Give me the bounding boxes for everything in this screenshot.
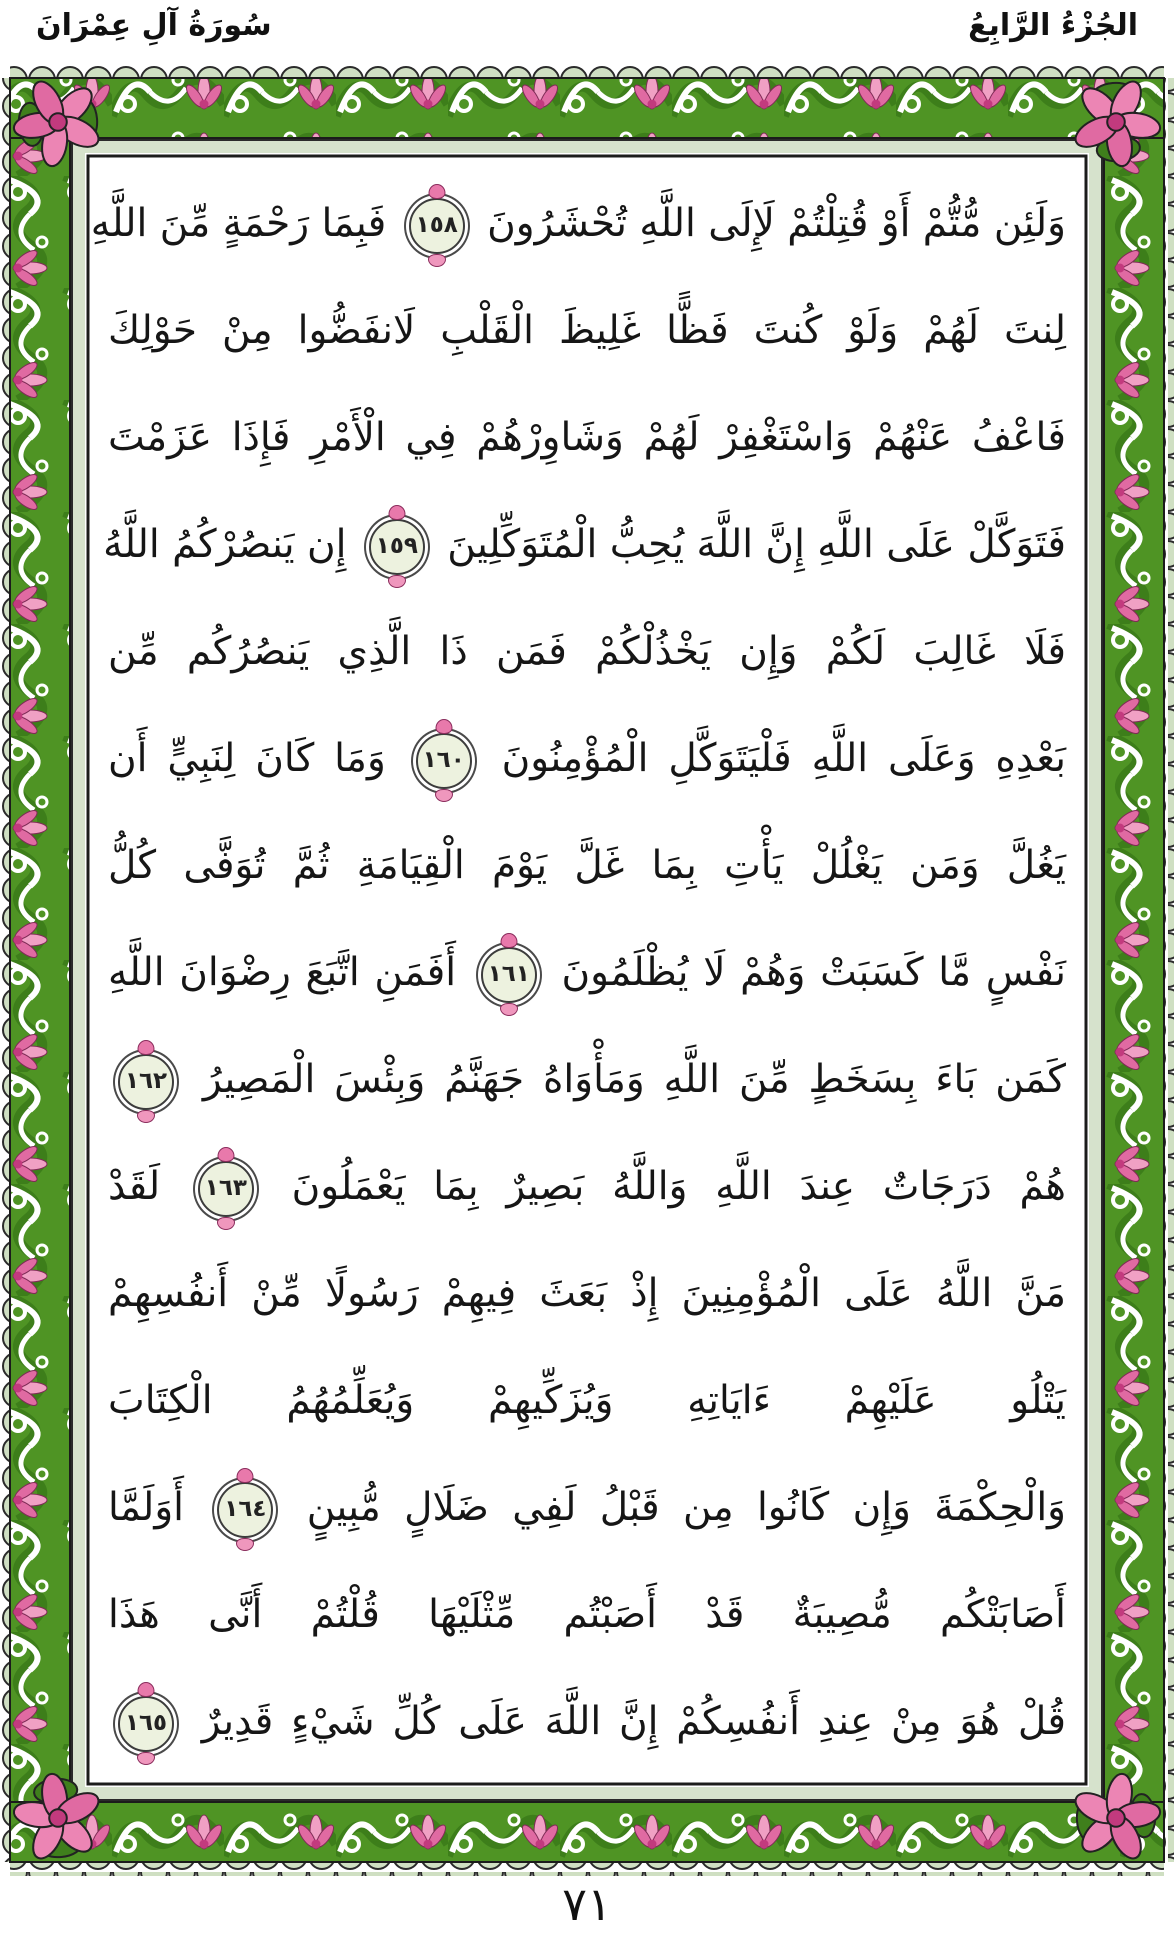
juz-title: الجُزْءُ الرَّابِعُ (968, 8, 1138, 43)
ayah-text: كَمَن بَاءَ بِسَخَطٍ مِّنَ اللَّهِ وَمَأْوَاهُ جَهَنَّمُ وَبِئْسَ الْمَصِيرُ (202, 1057, 1066, 1102)
ayah-text: فَتَوَكَّلْ عَلَى اللَّهِ إِنَّ اللَّهَ يُحِبُّ الْمُتَوَكِّلِينَ (447, 522, 1066, 567)
ayah-text: وَلَئِن مُّتُّمْ أَوْ قُتِلْتُمْ لَإِلَى اللَّهِ تُحْشَرُونَ (487, 201, 1066, 246)
ayah-text: إِن يَنصُرْكُمُ اللَّهُ (103, 522, 347, 567)
quran-line-4 (103, 491, 1066, 598)
ayah-end-marker-158: ١٥٨ (409, 198, 465, 254)
quran-line-13 (108, 1454, 1066, 1561)
quran-line-10 (108, 1133, 1066, 1240)
ayah-end-marker-163: ١٦٣ (198, 1161, 254, 1217)
quran-line-7 (108, 812, 1066, 919)
border-band-bottom (10, 1802, 1164, 1862)
border-band-top (10, 78, 1164, 138)
border-band-left (10, 78, 70, 1862)
ayah-text: يَغُلَّ وَمَن يَغْلُلْ يَأْتِ بِمَا غَلَّ يَوْمَ الْقِيَامَةِ ثُمَّ تُوَفَّى كُلُّ (108, 843, 1066, 888)
quran-line-5 (108, 598, 1066, 705)
quran-text-area (90, 170, 1067, 1778)
quran-line-9 (108, 1026, 1066, 1133)
ayah-text: هُمْ دَرَجَاتٌ عِندَ اللَّهِ وَاللَّهُ بَصِيرٌ بِمَا يَعْمَلُونَ (291, 1164, 1066, 1209)
surah-title: سُورَةُ آلِ عِمْرَانَ (36, 8, 272, 43)
ayah-text: وَمَا كَانَ لِنَبِيٍّ أَن (108, 736, 386, 781)
quran-line-3 (108, 384, 1066, 491)
ayah-end-marker-165: ١٦٥ (118, 1696, 174, 1752)
ayah-end-marker-160: ١٦٠ (416, 733, 472, 789)
ayah-end-marker-162: ١٦٢ (118, 1054, 174, 1110)
quran-line-15 (108, 1668, 1066, 1775)
ayah-end-marker-161: ١٦١ (481, 947, 537, 1003)
ayah-text: أَفَمَنِ اتَّبَعَ رِضْوَانَ اللَّهِ (108, 950, 457, 995)
ayah-text: مَنَّ اللَّهُ عَلَى الْمُؤْمِنِينَ إِذْ بَعَثَ فِيهِمْ رَسُولًا مِّنْ أَنفُسِهِمْ (108, 1271, 1066, 1316)
ayah-text: فَلَا غَالِبَ لَكُمْ وَإِن يَخْذُلْكُمْ فَمَن ذَا الَّذِي يَنصُرُكُم مِّن (108, 629, 1066, 674)
ayah-text: وَالْحِكْمَةَ وَإِن كَانُوا مِن قَبْلُ لَفِي ضَلَالٍ مُّبِينٍ (306, 1485, 1066, 1530)
ayah-text: بَعْدِهِ وَعَلَى اللَّهِ فَلْيَتَوَكَّلِ الْمُؤْمِنُونَ (501, 736, 1067, 781)
ayah-end-marker-164: ١٦٤ (217, 1482, 273, 1538)
ayah-text: فَبِمَا رَحْمَةٍ مِّنَ اللَّهِ (90, 201, 387, 246)
border-band-right (1104, 78, 1164, 1862)
ayah-text: يَتْلُو عَلَيْهِمْ ءَايَاتِهِ وَيُزَكِّيهِمْ وَيُعَلِّمُهُمُ الْكِتَابَ (108, 1378, 1066, 1423)
ayah-text: لَقَدْ (108, 1164, 161, 1209)
quran-line-6 (108, 705, 1066, 812)
ayah-text: فَاعْفُ عَنْهُمْ وَاسْتَغْفِرْ لَهُمْ وَشَاوِرْهُمْ فِي الْأَمْرِ فَإِذَا عَزَمْتَ (108, 415, 1066, 460)
page-number: ٧١ (562, 1877, 612, 1931)
quran-line-14 (108, 1561, 1066, 1668)
ayah-text: أَوَلَمَّا (108, 1485, 184, 1530)
quran-line-1 (90, 170, 1066, 277)
ayah-text: لِنتَ لَهُمْ وَلَوْ كُنتَ فَظًّا غَلِيظَ الْقَلْبِ لَانفَضُّوا مِنْ حَوْلِكَ (108, 308, 1066, 353)
ayah-text: قُلْ هُوَ مِنْ عِندِ أَنفُسِكُمْ إِنَّ اللَّهَ عَلَى كُلِّ شَيْءٍ قَدِيرٌ (201, 1699, 1066, 1744)
quran-line-11 (108, 1240, 1066, 1347)
ayah-text: نَفْسٍ مَّا كَسَبَتْ وَهُمْ لَا يُظْلَمُونَ (561, 950, 1066, 995)
ayah-end-marker-159: ١٥٩ (369, 519, 425, 575)
quran-line-8 (108, 919, 1066, 1026)
ayah-text: أَصَابَتْكُم مُّصِيبَةٌ قَدْ أَصَبْتُم مِّثْلَيْهَا قُلْتُمْ أَنَّى هَذَا (108, 1592, 1066, 1637)
quran-line-12 (108, 1347, 1066, 1454)
quran-line-2 (108, 277, 1066, 384)
